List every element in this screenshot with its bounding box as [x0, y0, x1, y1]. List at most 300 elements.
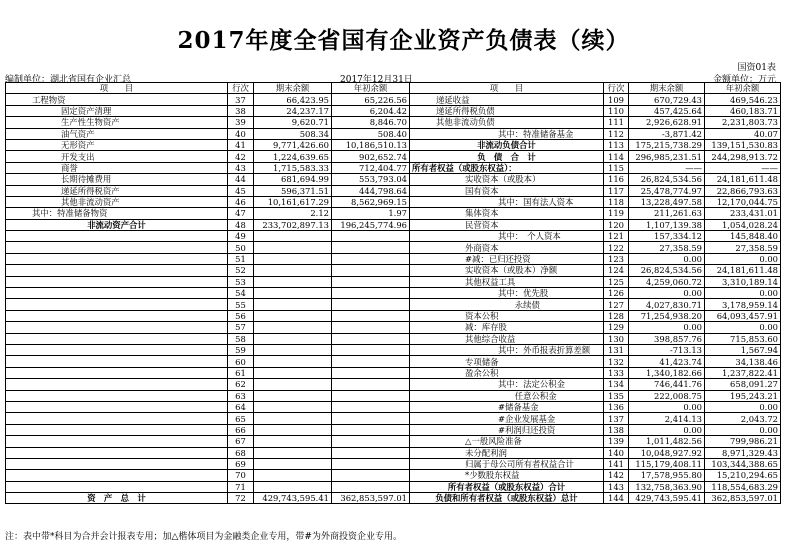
left-line-cell: 54 [228, 288, 254, 299]
right-end-balance-cell: 0.00 [629, 288, 705, 299]
right-item-cell: 其他综合收益 [410, 333, 604, 344]
left-end-balance-cell [254, 481, 332, 492]
table-row [6, 242, 781, 253]
left-begin-balance-cell [332, 310, 410, 321]
right-item-cell: 递延所得税负债 [410, 105, 604, 116]
table-row [6, 447, 781, 458]
left-begin-balance-cell [332, 367, 410, 378]
left-item-cell [6, 390, 228, 401]
right-begin-balance-cell: 22,866,793.63 [705, 185, 781, 196]
form-number: 国资01表 [737, 63, 776, 73]
right-begin-balance-cell: 40.07 [705, 128, 781, 139]
right-line-cell: 130 [604, 333, 629, 344]
right-begin-balance-cell: 3,310,189.14 [705, 276, 781, 287]
left-line-cell: 63 [228, 390, 254, 401]
right-item-cell: #企业发展基金 [410, 413, 604, 424]
right-item-cell: 国有资本 [410, 185, 604, 196]
left-item-cell [6, 401, 228, 412]
left-line-cell: 43 [228, 162, 254, 173]
table-row [6, 299, 781, 310]
right-begin-balance-cell: 0.00 [705, 322, 781, 333]
right-line-cell: 128 [604, 310, 629, 321]
right-item-cell: 资本公积 [410, 310, 604, 321]
right-end-balance-cell: 1,011,482.56 [629, 436, 705, 447]
left-end-balance-cell: 508.34 [254, 128, 332, 139]
left-line-cell: 69 [228, 458, 254, 469]
left-line-cell: 42 [228, 151, 254, 162]
left-line-cell: 44 [228, 174, 254, 185]
left-end-balance-cell: 1,715,583.33 [254, 162, 332, 173]
table-row [6, 367, 781, 378]
left-begin-balance-cell: 508.40 [332, 128, 410, 139]
left-line-cell: 61 [228, 367, 254, 378]
right-begin-balance-cell: 24,181,611.48 [705, 174, 781, 185]
right-item-cell: 所有者权益（或股东权益）合计 [410, 481, 604, 492]
right-item-cell: 归属于母公司所有者权益合计 [410, 458, 604, 469]
right-end-balance-cell: 157,334.12 [629, 231, 705, 242]
right-end-balance-cell: -3,871.42 [629, 128, 705, 139]
right-end-balance-cell: 0.00 [629, 424, 705, 435]
right-line-cell: 117 [604, 185, 629, 196]
left-begin-balance-cell: 553,793.04 [332, 174, 410, 185]
right-line-cell: 111 [604, 117, 629, 128]
header-line-right: 行次 [604, 83, 629, 94]
left-begin-balance-cell [332, 481, 410, 492]
right-begin-balance-cell: 469,546.23 [705, 94, 781, 105]
right-end-balance-cell: 26,824,534.56 [629, 174, 705, 185]
right-line-cell: 113 [604, 139, 629, 150]
right-item-cell: 实收资本（或股本） [410, 174, 604, 185]
balance-sheet-table [5, 82, 781, 504]
table-row [6, 231, 781, 242]
left-begin-balance-cell [332, 242, 410, 253]
right-line-cell: 141 [604, 458, 629, 469]
right-item-cell: 非流动负债合计 [410, 139, 604, 150]
left-line-cell: 52 [228, 265, 254, 276]
left-end-balance-cell [254, 276, 332, 287]
right-begin-balance-cell: 195,243.21 [705, 390, 781, 401]
left-end-balance-cell: 66,423.95 [254, 94, 332, 105]
left-item-cell [6, 470, 228, 481]
table-row [6, 424, 781, 435]
left-line-cell: 49 [228, 231, 254, 242]
left-line-cell: 40 [228, 128, 254, 139]
right-end-balance-cell: 13,228,497.58 [629, 196, 705, 207]
left-item-cell: 无形资产 [6, 139, 228, 150]
right-begin-balance-cell: 799,986.21 [705, 436, 781, 447]
left-line-cell: 70 [228, 470, 254, 481]
right-begin-balance-cell: 460,183.71 [705, 105, 781, 116]
header-begin-left: 年初余额 [332, 83, 410, 94]
right-item-cell: 民营资本 [410, 219, 604, 230]
left-end-balance-cell [254, 356, 332, 367]
left-end-balance-cell: 233,702,897.13 [254, 219, 332, 230]
right-item-cell: 其中： 个人资本 [410, 231, 604, 242]
right-begin-balance-cell: 715,853.60 [705, 333, 781, 344]
table-row [6, 265, 781, 276]
table-row [6, 288, 781, 299]
right-begin-balance-cell: 658,091.27 [705, 379, 781, 390]
left-end-balance-cell [254, 344, 332, 355]
left-end-balance-cell [254, 401, 332, 412]
left-end-balance-cell: 24,237.17 [254, 105, 332, 116]
right-end-balance-cell: 115,179,408.11 [629, 458, 705, 469]
header-line-left: 行次 [228, 83, 254, 94]
right-end-balance-cell: 0.00 [629, 401, 705, 412]
right-end-balance-cell: 4,027,830.71 [629, 299, 705, 310]
left-item-cell [6, 424, 228, 435]
right-begin-balance-cell: 118,554,683.29 [705, 481, 781, 492]
left-end-balance-cell: 429,743,595.41 [254, 493, 332, 504]
left-line-cell: 66 [228, 424, 254, 435]
left-item-cell [6, 242, 228, 253]
right-begin-balance-cell: 1,567.94 [705, 344, 781, 355]
left-end-balance-cell [254, 231, 332, 242]
left-line-cell: 62 [228, 379, 254, 390]
left-item-cell: 商誉 [6, 162, 228, 173]
left-line-cell: 64 [228, 401, 254, 412]
left-end-balance-cell: 2.12 [254, 208, 332, 219]
left-line-cell: 68 [228, 447, 254, 458]
header-row [6, 83, 781, 94]
right-item-cell: #利润归还投资 [410, 424, 604, 435]
right-item-cell: 其中：优先股 [410, 288, 604, 299]
right-end-balance-cell: 71,254,938.20 [629, 310, 705, 321]
left-end-balance-cell [254, 447, 332, 458]
left-begin-balance-cell: 444,798.64 [332, 185, 410, 196]
left-begin-balance-cell: 10,186,510.13 [332, 139, 410, 150]
right-begin-balance-cell: 362,853,597.01 [705, 493, 781, 504]
right-line-cell: 136 [604, 401, 629, 412]
table-row [6, 333, 781, 344]
right-end-balance-cell: 398,857.76 [629, 333, 705, 344]
report-date: 2017年12月31日 [340, 75, 413, 85]
table-row [6, 322, 781, 333]
right-end-balance-cell: 429,743,595.41 [629, 493, 705, 504]
right-line-cell: 119 [604, 208, 629, 219]
right-line-cell: 109 [604, 94, 629, 105]
table-row [6, 379, 781, 390]
left-line-cell: 50 [228, 242, 254, 253]
left-item-cell [6, 413, 228, 424]
right-end-balance-cell: 25,478,774.97 [629, 185, 705, 196]
left-item-cell [6, 310, 228, 321]
right-end-balance-cell: 1,107,139.38 [629, 219, 705, 230]
right-line-cell: 129 [604, 322, 629, 333]
right-line-cell: 126 [604, 288, 629, 299]
left-item-cell [6, 447, 228, 458]
table-row [6, 196, 781, 207]
right-item-cell: 盈余公积 [410, 367, 604, 378]
right-item-cell: #储备基金 [410, 401, 604, 412]
right-end-balance-cell: 457,425.64 [629, 105, 705, 116]
table-row [6, 128, 781, 139]
right-end-balance-cell: 27,358.59 [629, 242, 705, 253]
right-line-cell: 140 [604, 447, 629, 458]
left-line-cell: 55 [228, 299, 254, 310]
left-line-cell: 39 [228, 117, 254, 128]
table-row [6, 276, 781, 287]
left-begin-balance-cell [332, 379, 410, 390]
right-item-cell: 负债和所有者权益（或股东权益）总计 [410, 493, 604, 504]
right-begin-balance-cell: 2,043.72 [705, 413, 781, 424]
left-item-cell [6, 356, 228, 367]
left-line-cell: 45 [228, 185, 254, 196]
left-item-cell: 生产性生物资产 [6, 117, 228, 128]
left-item-cell [6, 458, 228, 469]
right-begin-balance-cell: 64,093,457.91 [705, 310, 781, 321]
left-line-cell: 57 [228, 322, 254, 333]
left-begin-balance-cell [332, 390, 410, 401]
table-row [6, 139, 781, 150]
header-item-left: 项 目 [6, 83, 228, 94]
left-end-balance-cell [254, 367, 332, 378]
right-end-balance-cell: 1,340,182.66 [629, 367, 705, 378]
left-item-cell [6, 253, 228, 264]
right-begin-balance-cell: 3,178,959.14 [705, 299, 781, 310]
table-row [6, 208, 781, 219]
left-item-cell [6, 379, 228, 390]
left-begin-balance-cell [332, 344, 410, 355]
right-line-cell: 110 [604, 105, 629, 116]
right-end-balance-cell: 746,441.76 [629, 379, 705, 390]
left-begin-balance-cell [332, 356, 410, 367]
left-begin-balance-cell [332, 253, 410, 264]
right-begin-balance-cell: 27,358.59 [705, 242, 781, 253]
table-row [6, 253, 781, 264]
right-end-balance-cell: 175,215,738.29 [629, 139, 705, 150]
left-begin-balance-cell: 8,846.70 [332, 117, 410, 128]
left-item-cell: 非流动资产合计 [6, 219, 228, 230]
left-line-cell: 59 [228, 344, 254, 355]
left-end-balance-cell [254, 424, 332, 435]
right-item-cell: 其中：法定公积金 [410, 379, 604, 390]
right-begin-balance-cell: 24,181,611.48 [705, 265, 781, 276]
left-item-cell [6, 436, 228, 447]
left-begin-balance-cell [332, 322, 410, 333]
right-end-balance-cell: 2,414.13 [629, 413, 705, 424]
left-begin-balance-cell [332, 288, 410, 299]
left-begin-balance-cell [332, 470, 410, 481]
left-item-cell: 递延所得税资产 [6, 185, 228, 196]
left-begin-balance-cell [332, 276, 410, 287]
right-end-balance-cell: 211,261.63 [629, 208, 705, 219]
left-line-cell: 58 [228, 333, 254, 344]
left-end-balance-cell [254, 390, 332, 401]
right-begin-balance-cell: 1,237,822.41 [705, 367, 781, 378]
left-item-cell [6, 265, 228, 276]
right-line-cell: 118 [604, 196, 629, 207]
table-row [6, 117, 781, 128]
header-end-right: 期末余额 [629, 83, 705, 94]
table-row [6, 185, 781, 196]
left-begin-balance-cell [332, 265, 410, 276]
right-item-cell: 任意公积金 [410, 390, 604, 401]
left-end-balance-cell [254, 436, 332, 447]
right-line-cell: 139 [604, 436, 629, 447]
table-row [6, 219, 781, 230]
right-begin-balance-cell: 233,431.01 [705, 208, 781, 219]
right-item-cell: 外商资本 [410, 242, 604, 253]
left-line-cell: 51 [228, 253, 254, 264]
table-row [6, 481, 781, 492]
left-line-cell: 72 [228, 493, 254, 504]
right-line-cell: 133 [604, 367, 629, 378]
header-item-right: 项 目 [410, 83, 604, 94]
right-item-cell: 未分配利润 [410, 447, 604, 458]
left-item-cell [6, 344, 228, 355]
left-line-cell: 67 [228, 436, 254, 447]
right-begin-balance-cell: 0.00 [705, 253, 781, 264]
table-row [6, 458, 781, 469]
right-item-cell: *少数股东权益 [410, 470, 604, 481]
left-begin-balance-cell: 65,226.56 [332, 94, 410, 105]
left-item-cell [6, 288, 228, 299]
table-row [6, 162, 781, 173]
left-end-balance-cell [254, 333, 332, 344]
footnote: 注：表中带*科目为合并会计报表专用；加△楷体项目为金融类企业专用，带#为外商投资企业专用。 [5, 532, 402, 542]
right-line-cell: 124 [604, 265, 629, 276]
left-line-cell: 71 [228, 481, 254, 492]
table-row [6, 436, 781, 447]
right-line-cell: 138 [604, 424, 629, 435]
left-begin-balance-cell [332, 413, 410, 424]
right-end-balance-cell: 0.00 [629, 322, 705, 333]
table-row [6, 356, 781, 367]
left-end-balance-cell: 681,694.99 [254, 174, 332, 185]
right-item-cell: 其中：国有法人资本 [410, 196, 604, 207]
right-begin-balance-cell: 15,210,294.65 [705, 470, 781, 481]
right-end-balance-cell: 2,926,628.91 [629, 117, 705, 128]
left-line-cell: 41 [228, 139, 254, 150]
right-line-cell: 135 [604, 390, 629, 401]
left-item-cell: 油气资产 [6, 128, 228, 139]
left-line-cell: 48 [228, 219, 254, 230]
right-begin-balance-cell: 0.00 [705, 424, 781, 435]
right-end-balance-cell: 296,985,231.51 [629, 151, 705, 162]
right-line-cell: 131 [604, 344, 629, 355]
left-end-balance-cell [254, 265, 332, 276]
table-row [6, 470, 781, 481]
right-item-cell: 减：库存股 [410, 322, 604, 333]
left-end-balance-cell [254, 253, 332, 264]
right-item-cell: △一般风险准备 [410, 436, 604, 447]
left-end-balance-cell [254, 413, 332, 424]
right-line-cell: 144 [604, 493, 629, 504]
left-line-cell: 56 [228, 310, 254, 321]
right-end-balance-cell: 17,578,955.80 [629, 470, 705, 481]
right-line-cell: 121 [604, 231, 629, 242]
compiling-unit: 编制单位：湖北省国有企业汇总 [5, 75, 132, 85]
table-row [6, 401, 781, 412]
right-end-balance-cell: 26,824,534.56 [629, 265, 705, 276]
left-begin-balance-cell [332, 231, 410, 242]
table-row [6, 344, 781, 355]
right-end-balance-cell: 41,423.74 [629, 356, 705, 367]
left-begin-balance-cell: 196,245,774.96 [332, 219, 410, 230]
left-line-cell: 65 [228, 413, 254, 424]
left-item-cell [6, 299, 228, 310]
right-line-cell: 116 [604, 174, 629, 185]
right-end-balance-cell: 670,729.43 [629, 94, 705, 105]
left-end-balance-cell [254, 242, 332, 253]
left-item-cell [6, 322, 228, 333]
left-begin-balance-cell [332, 424, 410, 435]
left-item-cell: 其中：特准储备物资 [6, 208, 228, 219]
right-line-cell: 137 [604, 413, 629, 424]
right-end-balance-cell: -713.13 [629, 344, 705, 355]
left-end-balance-cell: 9,620.71 [254, 117, 332, 128]
left-line-cell: 46 [228, 196, 254, 207]
right-end-balance-cell: 222,008.75 [629, 390, 705, 401]
right-begin-balance-cell: 103,344,388.65 [705, 458, 781, 469]
left-line-cell: 47 [228, 208, 254, 219]
header-end-left: 期末余额 [254, 83, 332, 94]
right-line-cell: 115 [604, 162, 629, 173]
left-item-cell [6, 276, 228, 287]
right-end-balance-cell: —— [629, 162, 705, 173]
right-item-cell: 递延收益 [410, 94, 604, 105]
left-begin-balance-cell: 712,404.77 [332, 162, 410, 173]
right-item-cell: 永续债 [410, 299, 604, 310]
left-begin-balance-cell [332, 458, 410, 469]
right-item-cell: 所有者权益（或股东权益）： [410, 162, 604, 173]
right-begin-balance-cell: 34,138.46 [705, 356, 781, 367]
table-row [6, 174, 781, 185]
table-row [6, 493, 781, 504]
left-item-cell [6, 333, 228, 344]
right-item-cell: 专项储备 [410, 356, 604, 367]
right-item-cell: 集体资本 [410, 208, 604, 219]
left-end-balance-cell: 1,224,639.65 [254, 151, 332, 162]
right-end-balance-cell: 4,259,060.72 [629, 276, 705, 287]
report-title: 2017年度全省国有企业资产负债表（续） [177, 27, 630, 54]
left-item-cell [6, 231, 228, 242]
right-line-cell: 114 [604, 151, 629, 162]
left-begin-balance-cell [332, 401, 410, 412]
left-line-cell: 37 [228, 94, 254, 105]
table-row [6, 390, 781, 401]
right-begin-balance-cell: 1,054,028.24 [705, 219, 781, 230]
left-end-balance-cell [254, 458, 332, 469]
left-line-cell: 38 [228, 105, 254, 116]
right-end-balance-cell: 132,758,363.90 [629, 481, 705, 492]
left-line-cell: 53 [228, 276, 254, 287]
right-begin-balance-cell: 145,848.40 [705, 231, 781, 242]
right-begin-balance-cell: 2,231,803.73 [705, 117, 781, 128]
left-item-cell: 长期待摊费用 [6, 174, 228, 185]
table-row [6, 105, 781, 116]
table-row [6, 413, 781, 424]
right-begin-balance-cell: 0.00 [705, 401, 781, 412]
left-item-cell: 工程物资 [6, 94, 228, 105]
left-end-balance-cell [254, 288, 332, 299]
left-item-cell: 资 产 总 计 [6, 493, 228, 504]
left-end-balance-cell: 10,161,617.29 [254, 196, 332, 207]
right-item-cell: 其他权益工具 [410, 276, 604, 287]
left-item-cell [6, 367, 228, 378]
right-line-cell: 112 [604, 128, 629, 139]
table-row [6, 151, 781, 162]
left-end-balance-cell [254, 322, 332, 333]
amount-unit: 金额单位：万元 [712, 75, 776, 85]
left-end-balance-cell [254, 310, 332, 321]
left-line-cell: 60 [228, 356, 254, 367]
left-begin-balance-cell: 8,562,969.15 [332, 196, 410, 207]
header-begin-right: 年初余额 [705, 83, 781, 94]
right-begin-balance-cell: 139,151,530.83 [705, 139, 781, 150]
table-row [6, 94, 781, 105]
